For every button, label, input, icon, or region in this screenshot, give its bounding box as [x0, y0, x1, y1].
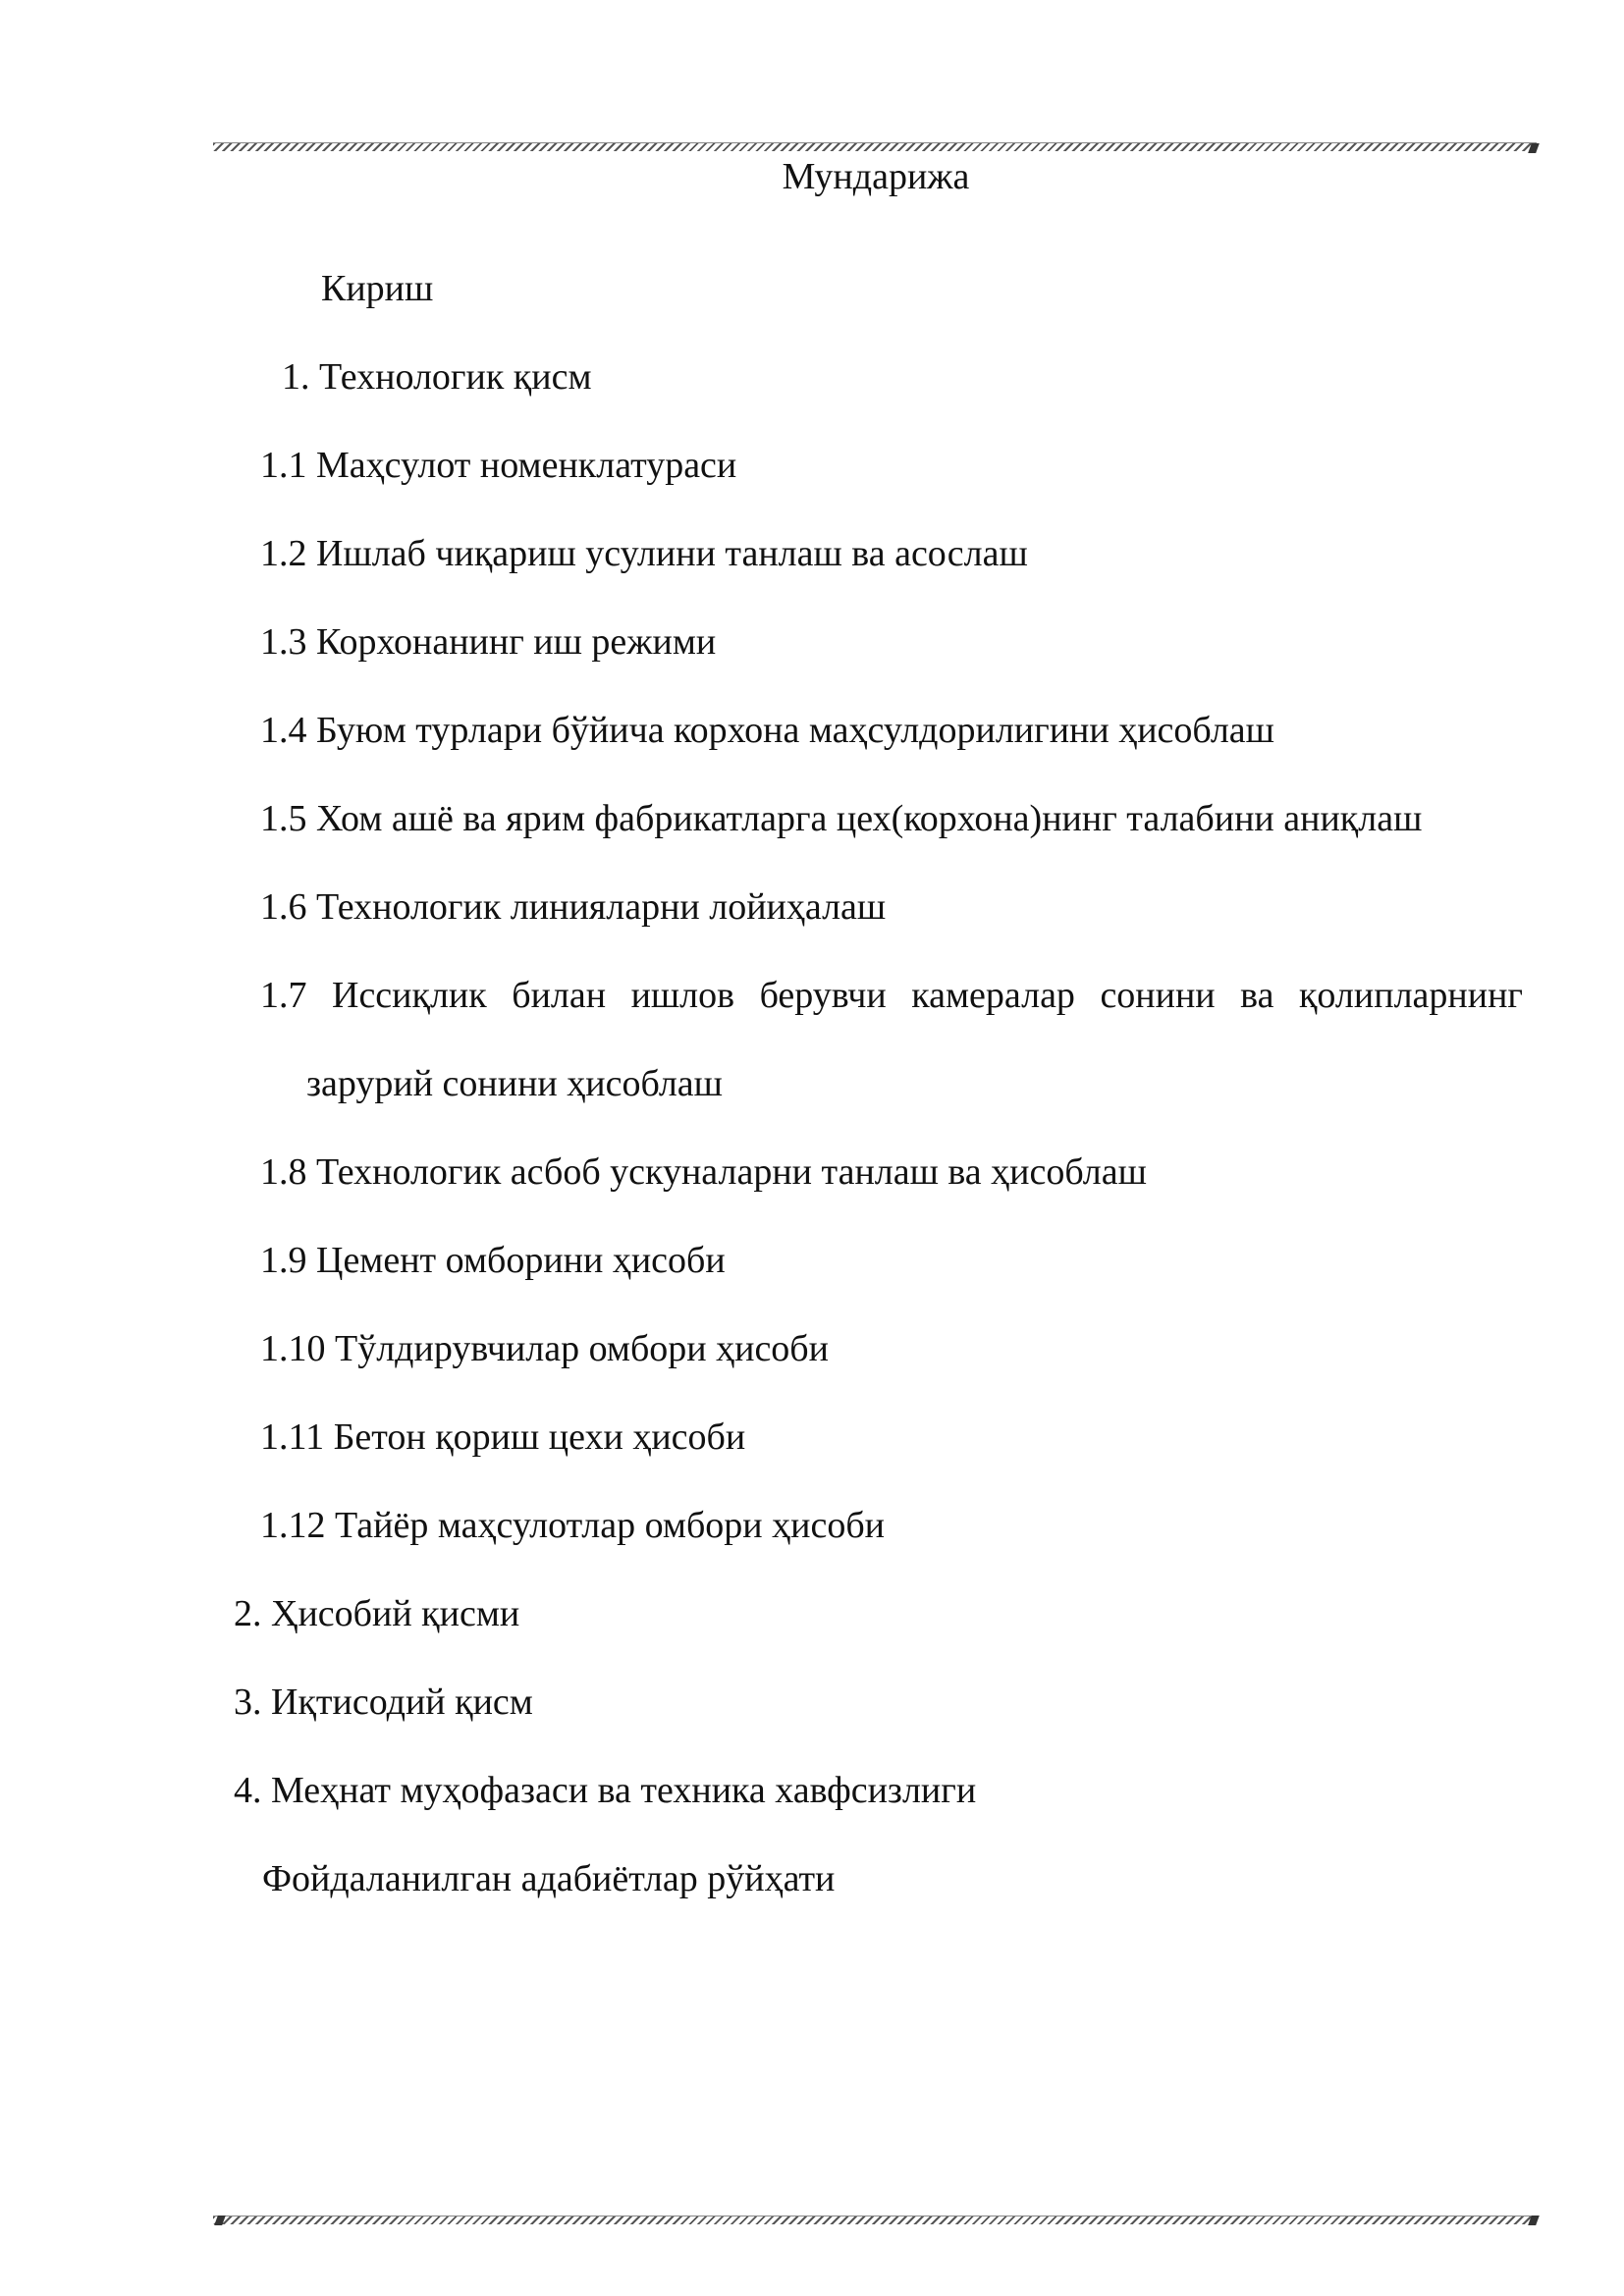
toc-item-1-3: 1.3 Корхонанинг иш режими	[260, 621, 717, 663]
toc-item-part4: 4. Меҳнат муҳофазаси ва техника хавфсизлиги	[234, 1770, 977, 1811]
toc-item-1-4: 1.4 Буюм турлари бўйича корхона маҳсулдорилигини ҳисоблаш	[260, 710, 1274, 751]
toc-item-1-7-continuation: зарурий сонини ҳисоблаш	[306, 1063, 723, 1104]
toc-item-1-7-word: ишлов	[630, 975, 735, 1016]
toc-item-1-6: 1.6 Технологик линияларни лойиҳалаш	[260, 886, 887, 928]
toc-item-1-9: 1.9 Цемент омборини ҳисоби	[260, 1240, 726, 1281]
page-title: Мундарижа	[782, 156, 970, 197]
toc-item-1-8: 1.8 Технологик асбоб ускуналарни танлаш ва ҳисоблаш	[260, 1151, 1147, 1193]
toc-item-1-7	[260, 977, 1523, 1014]
bottom-right-corner-ornament	[1528, 2216, 1540, 2225]
toc-item-1-11: 1.11 Бетон қориш цехи ҳисоби	[260, 1416, 746, 1458]
toc-item-1-7-word: ва	[1240, 975, 1274, 1016]
toc-item-1-12: 1.12 Тайёр маҳсулотлар омбори ҳисоби	[260, 1505, 885, 1546]
top-right-corner-ornament	[1528, 143, 1540, 153]
toc-item-1-7-word: қолипларнинг	[1298, 975, 1523, 1016]
toc-item-part2: 2. Ҳисобий қисми	[234, 1593, 520, 1634]
toc-item-1-7-word: камералар	[911, 975, 1075, 1016]
toc-item-1-5: 1.5 Хом ашё ва ярим фабрикатларга цех(корхона)нинг талабини аниқлаш	[260, 798, 1423, 839]
toc-item-1-2: 1.2 Ишлаб чиқариш усулини танлаш ва асослаш	[260, 533, 1028, 574]
toc-item-1-7-word: берувчи	[759, 975, 887, 1016]
toc-item-1-7-word: сонини	[1100, 975, 1216, 1016]
bottom-border	[213, 2216, 1537, 2224]
toc-item-1-1: 1.1 Маҳсулот номенклатураси	[260, 445, 737, 486]
toc-item-part1: 1. Технологик қисм	[282, 356, 592, 398]
toc-item-1-7-word: 1.7	[260, 975, 307, 1016]
toc-item-1-10: 1.10 Тўлдирувчилар омбори ҳисоби	[260, 1328, 829, 1369]
top-border	[213, 142, 1537, 151]
toc-item-intro: Кириш	[321, 268, 434, 309]
toc-item-1-7-word: билан	[512, 975, 607, 1016]
toc-item-part3: 3. Иқтисодий қисм	[234, 1682, 533, 1723]
toc-item-references: Фойдаланилган адабиётлар рўйҳати	[262, 1858, 836, 1899]
toc-item-1-7-word: Иссиқлик	[332, 975, 487, 1016]
